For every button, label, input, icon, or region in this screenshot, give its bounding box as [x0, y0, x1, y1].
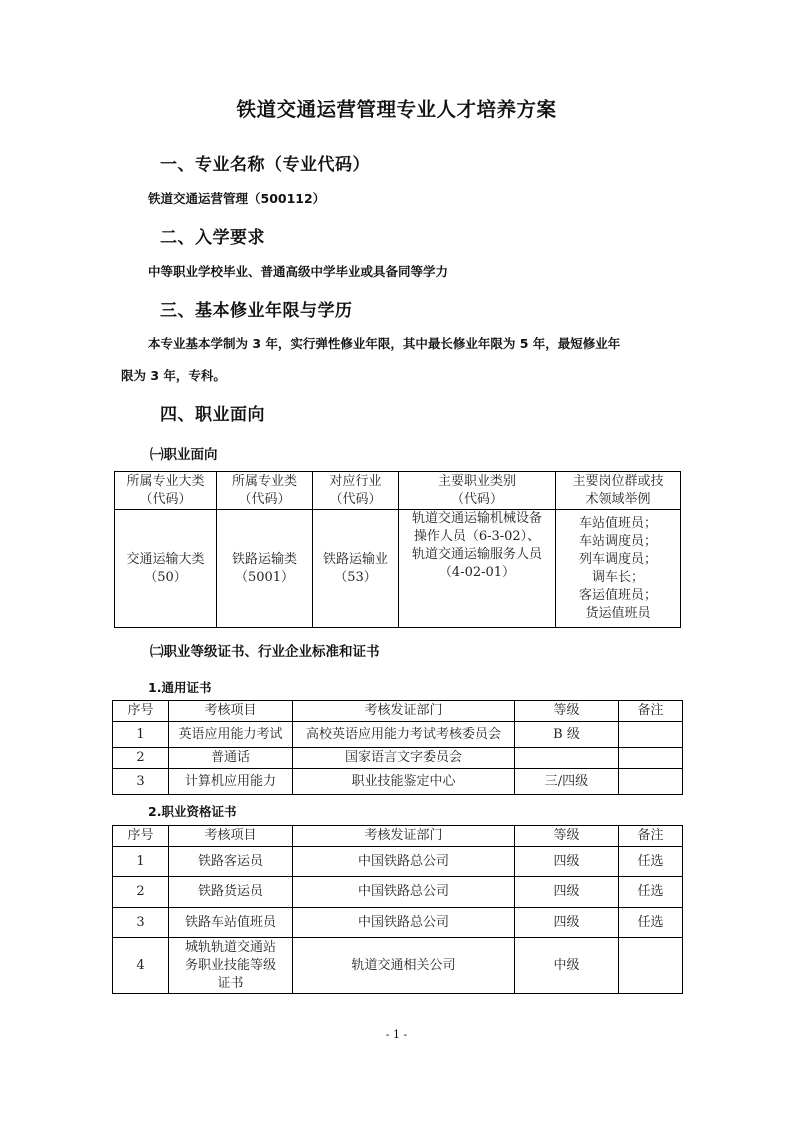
career-table-row	[115, 510, 681, 628]
header-item: 考核项目	[169, 826, 293, 847]
table-header-row	[113, 826, 683, 847]
cell-note	[619, 748, 683, 769]
header-major-category: 所属专业大类 （代码）	[115, 472, 217, 510]
cell-item: 铁路车站值班员	[169, 908, 293, 938]
cell-index: 2	[113, 877, 169, 908]
table-row	[113, 722, 683, 748]
cell-level: 三/四级	[515, 769, 619, 795]
header-index: 序号	[113, 701, 169, 722]
header-note: 备注	[619, 826, 683, 847]
cell-note	[619, 769, 683, 795]
career-table	[114, 471, 681, 628]
page-title: 铁道交通运营管理专业人才培养方案	[236, 98, 557, 121]
header-occupation: 主要职业类别 （代码）	[399, 472, 556, 510]
cell-item: 城轨轨道交通站 务职业技能等级 证书	[169, 938, 293, 994]
section-3-line-1: 本专业基本学制为 3 年，实行弹性修业年限，其中最长修业年限为 5 年，最短修业年	[148, 336, 621, 351]
header-posts: 主要岗位群或技 术领域举例	[556, 472, 681, 510]
section-2-heading: 二、入学要求	[160, 228, 265, 248]
general-cert-table	[112, 700, 683, 795]
general-cert-heading: 1.通用证书	[148, 680, 212, 695]
cell-note	[619, 938, 683, 994]
table-row	[113, 908, 683, 938]
cell-item: 普通话	[169, 748, 293, 769]
cell-level: 四级	[515, 847, 619, 877]
header-issuer: 考核发证部门	[293, 826, 515, 847]
cell-index: 3	[113, 769, 169, 795]
section-4-sub-2: ㈡职业等级证书、行业企业标准和证书	[150, 644, 380, 660]
cell-major-category: 交通运输大类 （50）	[115, 510, 217, 628]
cell-note	[619, 722, 683, 748]
cell-issuer: 高校英语应用能力考试考核委员会	[293, 722, 515, 748]
cell-note: 任选	[619, 877, 683, 908]
cell-posts: 车站值班员； 车站调度员； 列车调度员； 调车长； 客运值班员； 货运值班员	[556, 510, 681, 628]
cell-issuer: 职业技能鉴定中心	[293, 769, 515, 795]
header-index: 序号	[113, 826, 169, 847]
cell-issuer: 中国铁路总公司	[293, 908, 515, 938]
cell-index: 4	[113, 938, 169, 994]
table-row	[113, 769, 683, 795]
section-2-body: 中等职业学校毕业、普通高级中学毕业或具备同等学力	[148, 264, 449, 279]
cell-level	[515, 748, 619, 769]
qual-cert-table	[112, 825, 683, 994]
cell-issuer: 国家语言文字委员会	[293, 748, 515, 769]
cell-industry: 铁路运输业 （53）	[313, 510, 399, 628]
header-issuer: 考核发证部门	[293, 701, 515, 722]
section-4-heading: 四、职业面向	[160, 405, 265, 425]
cell-issuer: 中国铁路总公司	[293, 847, 515, 877]
header-item: 考核项目	[169, 701, 293, 722]
cell-item: 英语应用能力考试	[169, 722, 293, 748]
header-industry: 对应行业 （代码）	[313, 472, 399, 510]
page-number: - 1 -	[385, 1028, 408, 1041]
cell-index: 1	[113, 722, 169, 748]
cell-issuer: 轨道交通相关公司	[293, 938, 515, 994]
table-header-row	[113, 701, 683, 722]
cell-level: B 级	[515, 722, 619, 748]
header-level: 等级	[515, 826, 619, 847]
section-3-heading: 三、基本修业年限与学历	[160, 301, 353, 321]
section-4-sub-1: ㈠职业面向	[150, 447, 218, 463]
cell-item: 铁路货运员	[169, 877, 293, 908]
cell-note: 任选	[619, 908, 683, 938]
table-row	[113, 748, 683, 769]
cell-item: 铁路客运员	[169, 847, 293, 877]
table-row	[113, 938, 683, 994]
section-3-line-2: 限为 3 年，专科。	[121, 368, 226, 383]
cell-level: 中级	[515, 938, 619, 994]
cell-level: 四级	[515, 877, 619, 908]
table-row	[113, 847, 683, 877]
cell-item: 计算机应用能力	[169, 769, 293, 795]
header-level: 等级	[515, 701, 619, 722]
table-row	[113, 877, 683, 908]
cell-major-class: 铁路运输类 （5001）	[217, 510, 313, 628]
header-note: 备注	[619, 701, 683, 722]
header-major-class: 所属专业类 （代码）	[217, 472, 313, 510]
cell-note: 任选	[619, 847, 683, 877]
career-table-header-row	[115, 472, 681, 510]
cell-level: 四级	[515, 908, 619, 938]
cell-index: 2	[113, 748, 169, 769]
qual-cert-heading: 2.职业资格证书	[148, 804, 237, 819]
section-1-body: 铁道交通运营管理（500112）	[148, 191, 326, 206]
cell-index: 3	[113, 908, 169, 938]
cell-issuer: 中国铁路总公司	[293, 877, 515, 908]
section-1-heading: 一、专业名称（专业代码）	[160, 155, 370, 175]
cell-index: 1	[113, 847, 169, 877]
cell-occupation: 轨道交通运输机械设备 操作人员（6-3-02）、 轨道交通运输服务人员 （4-02-01）	[399, 510, 556, 628]
